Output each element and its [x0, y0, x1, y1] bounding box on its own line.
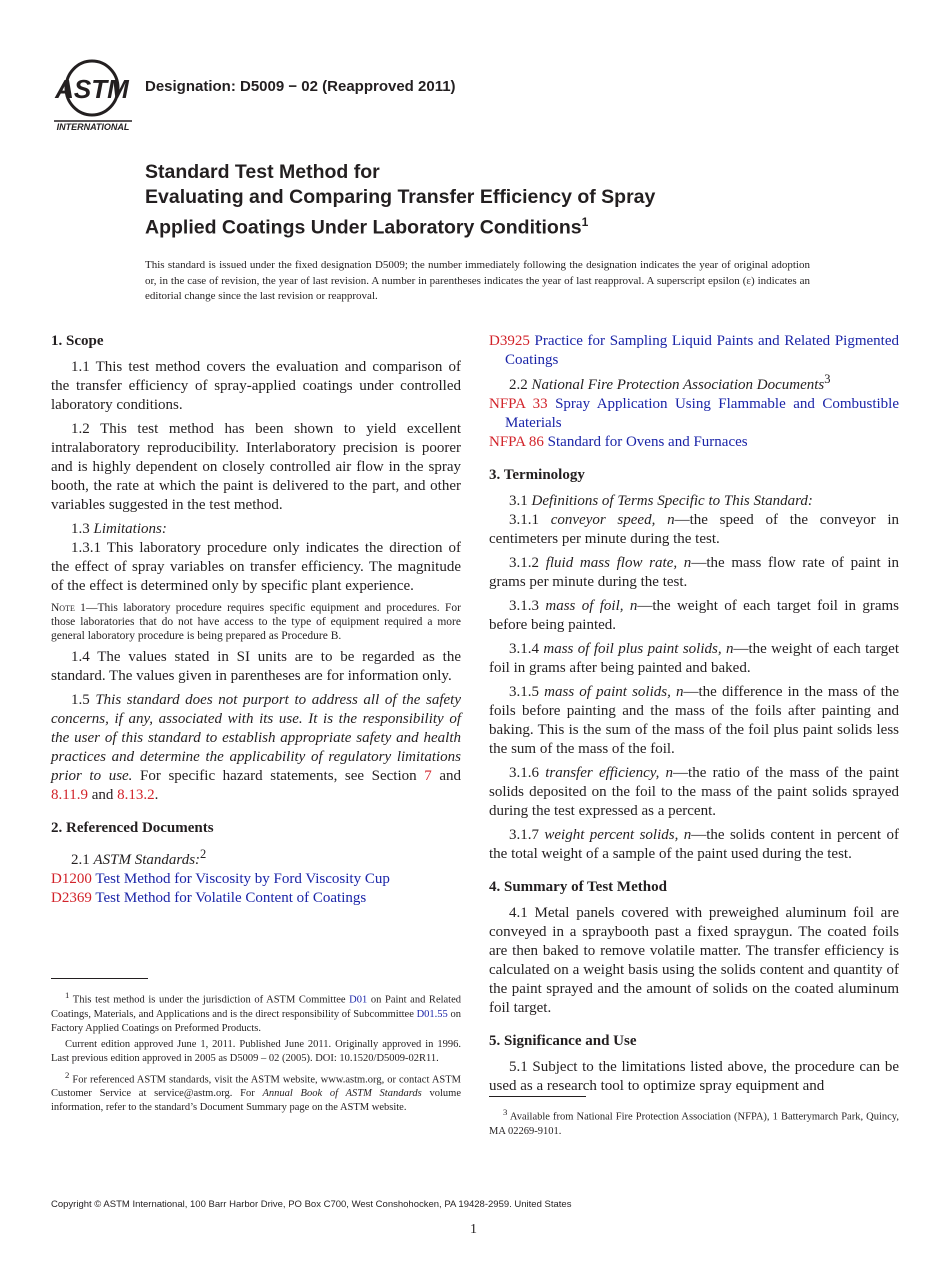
- paragraph-4-1: 4.1 Metal panels covered with preweighed aluminum foil are conveyed in a spraybooth past a fixed spraygun. The coated foils are then baked to remove volatile matter. The transfer efficiency is calculated on a weight basis using the solids content and quantity of the paint sprayed and the amount of solids on the coated aluminum foil target.: [489, 905, 899, 1016]
- footnote-1-text-c: on Factory Applied Coatings on Preformed Products.: [51, 1008, 462, 1034]
- reference-item[interactable]: [489, 332, 899, 370]
- right-column: [489, 332, 899, 1101]
- and-text-1: and: [439, 768, 461, 784]
- reference-code[interactable]: NFPA 33: [489, 396, 548, 412]
- paragraph-1-3: [51, 520, 461, 539]
- term-num: 3.1.4: [509, 641, 539, 657]
- note-1: [51, 601, 461, 643]
- term-name: weight percent solids, n: [544, 827, 692, 843]
- term-name: mass of foil plus paint solids, n: [543, 641, 734, 657]
- footnote-3: $^3$ Available from National Fire Protection Association (NFPA), 1 Batterymarch Park, Quincy, MA 02269-9101.: [489, 1107, 900, 1137]
- term-num: 3.1.7: [509, 827, 539, 843]
- reference-item[interactable]: [489, 395, 899, 433]
- footnote-rule-right: [489, 1096, 586, 1097]
- footnote-1-edition: Current edition approved June 1, 2011. Published June 2011. Originally approved in 1996. Last previous edition approved in 2005 as D5009 – 02 (2005). DOI: 10.1520/D5009-02R11.: [51, 1038, 461, 1064]
- footnote-2: $^2$ For referenced ASTM standards, visit the ASTM website, www.astm.org, or contact ASTM Customer Service at service@astm.org. For Annual Book of ASTM Standards volume information, refer to the standard’s Document Summary page on the ASTM website.: [51, 1069, 462, 1113]
- paragraph-2-1-num: 2.1: [71, 852, 90, 868]
- paragraph-1-5: [51, 691, 461, 805]
- footnote-2-text-b: volume information, refer to the standard’s Document Summary page on the ASTM website.: [51, 1088, 462, 1113]
- paragraph-2-1-text: ASTM Standards:: [93, 852, 201, 868]
- footnote-1: $^1$ This test method is under the jurisdiction of ASTM Committee D01 on Paint and Related Coatings, Materials, and Applications and is the direct responsibility of Subcommittee D01.55 on Factory Applied Coatings on Preformed Products.: [51, 990, 462, 1034]
- term-definition: [489, 826, 899, 864]
- paragraph-3-1-num: 3.1: [509, 493, 528, 509]
- paragraph-1-3-1: 1.3.1 This laboratory procedure only indicates the direction of the effect of spray variables on transfer efficiency. The magnitude of the effect is determined only by specific plant experience.: [51, 540, 461, 594]
- title-line-3: [145, 210, 865, 241]
- paragraph-3-1-text: Definitions of Terms Specific to This Standard:: [531, 493, 813, 509]
- footnotes-right: [489, 1105, 899, 1141]
- section-heading-referenced: 2. Referenced Documents: [51, 820, 214, 836]
- footnote-3-text: Available from National Fire Protection Association (NFPA), 1 Batterymarch Park, Quincy, MA 02269-9101.: [489, 1111, 900, 1137]
- term-num: 3.1.3: [509, 598, 539, 614]
- reference-title[interactable]: Test Method for Viscosity by Ford Viscosity Cup: [95, 871, 390, 887]
- document-title: [145, 160, 865, 241]
- reference-item[interactable]: [51, 889, 461, 908]
- paragraph-3-1: [489, 492, 899, 511]
- footnote-mark-3: 3: [824, 372, 831, 386]
- paragraph-1-4: 1.4 The values stated in SI units are to be regarded as the standard. The values given in parentheses are for information only.: [51, 649, 461, 684]
- reference-title[interactable]: Test Method for Volatile Content of Coatings: [95, 890, 367, 906]
- paragraph-1-5-tail: For specific hazard statements, see Section: [140, 768, 417, 784]
- paragraph-2-2: [489, 370, 899, 395]
- term-num: 3.1.2: [509, 555, 539, 571]
- term-def: —the weight of each target foil in grams before being painted.: [489, 598, 899, 633]
- section-heading-significance: 5. Significance and Use: [489, 1033, 637, 1049]
- term-def: —the difference in the mass of the foils before painting and the mass of the foils after painting and baking. This is the sum of the mass of the foil plus paint solids less the sum of the mass of the foil.: [489, 684, 900, 757]
- paragraph-2-1: [51, 845, 461, 870]
- link-section-8-11-9[interactable]: 8.11.9: [51, 787, 88, 803]
- term-def: —the solids content in percent of the total weight of a sample of the paint used during the test.: [489, 827, 899, 862]
- term-definition: [489, 597, 899, 635]
- title-line-1: Standard Test Method for: [145, 161, 380, 183]
- reference-code[interactable]: NFPA 86: [489, 434, 544, 450]
- term-num: 3.1.5: [509, 684, 539, 700]
- term-definition: [489, 554, 899, 592]
- reference-code[interactable]: D1200: [51, 871, 92, 887]
- logo-subtext: INTERNATIONAL: [56, 122, 130, 132]
- copyright: Copyright © ASTM International, 100 Barr Harbor Drive, PO Box C700, West Conshohocken, PA 19428-2959. United States: [51, 1199, 572, 1210]
- footnote-2-italic: Annual Book of ASTM Standards: [262, 1088, 422, 1099]
- astm-reference-list: [51, 870, 461, 908]
- paragraph-1-1: 1.1 This test method covers the evaluation and comparison of the transfer efficiency of spray-applied coatings under controlled laboratory conditions.: [51, 359, 461, 413]
- preamble: This standard is issued under the fixed designation D5009; the number immediately following the designation indicates the year of original adoption or, in the case of revision, the year of last revision. A number in parentheses indicates the year of last reapproval. A superscript epsilon (ε) indicates an editorial change since the last revision or reapproval.: [145, 259, 810, 302]
- reference-item[interactable]: [489, 433, 899, 452]
- term-name: transfer efficiency, n: [545, 765, 674, 781]
- footnote-mark-2: 2: [200, 847, 207, 861]
- term-definition: [489, 640, 899, 678]
- astm-reference-list-continued: [489, 332, 899, 370]
- footnote-2-text-a: For referenced ASTM standards, visit the ASTM website, www.astm.org, or contact ASTM Customer Service at service@astm.org. For: [51, 1074, 462, 1099]
- title-line-2: Evaluating and Comparing Transfer Efficiency of Spray: [145, 186, 656, 208]
- period: .: [154, 787, 159, 803]
- paragraph-1-3-num: 1.3: [71, 521, 90, 537]
- reference-item[interactable]: [51, 870, 461, 889]
- term-def: —the mass flow rate of paint in grams per minute during the test.: [489, 555, 900, 590]
- footnote-rule-left: [51, 978, 148, 979]
- reference-title[interactable]: Spray Application Using Flammable and Combustible Materials: [505, 396, 900, 431]
- term-def: —the ratio of the mass of the paint solids deposited on the foil to the mass of the paint solids sprayed during the test expressed as a percent.: [489, 765, 900, 819]
- paragraph-2-2-num: 2.2: [509, 377, 528, 393]
- title-line-3-text: Applied Coatings Under Laboratory Conditions: [145, 216, 582, 239]
- footnote-1-text-a: This test method is under the jurisdiction of ASTM Committee: [72, 994, 346, 1006]
- reference-title[interactable]: Standard for Ovens and Furnaces: [547, 434, 748, 450]
- term-def: —the weight of each target foil in grams after being painted and baked.: [489, 641, 899, 676]
- section-heading-scope: 1. Scope: [51, 333, 104, 349]
- paragraph-2-2-text: National Fire Protection Association Documents: [531, 377, 825, 393]
- paragraph-1-5-num: 1.5: [71, 692, 90, 708]
- logo-text: ASTM: [55, 74, 129, 104]
- link-section-7[interactable]: 7: [424, 768, 432, 784]
- term-def: —the speed of the conveyor in centimeters per minute during the test.: [489, 512, 900, 547]
- left-column: [51, 332, 461, 908]
- paragraph-1-3-text: Limitations:: [93, 521, 167, 537]
- designation: Designation: D5009 − 02 (Reapproved 2011): [145, 78, 456, 95]
- term-definition: [489, 683, 899, 759]
- footnotes-left: [51, 988, 461, 1117]
- term-name: fluid mass flow rate, n: [545, 555, 692, 571]
- reference-code[interactable]: D2369: [51, 890, 92, 906]
- nfpa-reference-list: [489, 395, 899, 452]
- page-number: 1: [470, 1222, 477, 1237]
- term-name: mass of paint solids, n: [544, 684, 684, 700]
- term-name: mass of foil, n: [545, 598, 638, 614]
- reference-title[interactable]: Practice for Sampling Liquid Paints and Related Pigmented Coatings: [505, 333, 899, 368]
- reference-code[interactable]: D3925: [489, 333, 530, 349]
- link-section-8-13-2[interactable]: 8.13.2: [117, 787, 155, 803]
- footnote-1-text-b: on Paint and Related Coatings, Materials, and Applications and is the direct responsibility of Subcommittee: [51, 994, 462, 1020]
- astm-logo-graphic: [50, 58, 136, 134]
- term-num: 3.1.1: [509, 512, 539, 528]
- paragraph-1-2: 1.2 This test method has been shown to yield excellent intralaboratory reproducibility. Interlaboratory precision is poorer and is highly dependent on closely controlled air flow in the spray booth, the rate at which the paint is delivered to the part, and other variables suggested in the test method.: [51, 421, 461, 513]
- link-d01-55[interactable]: D01.55: [416, 1008, 448, 1020]
- title-footnote-mark: 1: [581, 215, 589, 229]
- paragraph-5-1: 5.1 Subject to the limitations listed above, the procedure can be used as a research tool to optimize spray equipment and: [489, 1059, 899, 1094]
- note-label: Note 1: [51, 602, 86, 614]
- link-d01[interactable]: D01: [349, 994, 368, 1006]
- term-name: conveyor speed, n: [550, 512, 675, 528]
- and-text-2: and: [91, 787, 114, 803]
- section-heading-summary: 4. Summary of Test Method: [489, 879, 667, 895]
- note-text: —This laboratory procedure requires specific equipment and procedures. For those laboratories that do not have access to the type of equipment required a more general laboratory procedure is being prepared as Procedure B.: [51, 602, 461, 642]
- astm-logo: [50, 58, 136, 134]
- term-num: 3.1.6: [509, 765, 539, 781]
- section-heading-terminology: 3. Terminology: [489, 467, 585, 483]
- paragraph-1-5-italic: This standard does not purport to address all of the safety concerns, if any, associated with its use. It is the responsibility of the user of this standard to establish appropriate safety and health practices and determine the applicability of regulatory limitations prior to use.: [51, 692, 462, 784]
- term-definition: [489, 764, 899, 821]
- term-definition: [489, 511, 899, 549]
